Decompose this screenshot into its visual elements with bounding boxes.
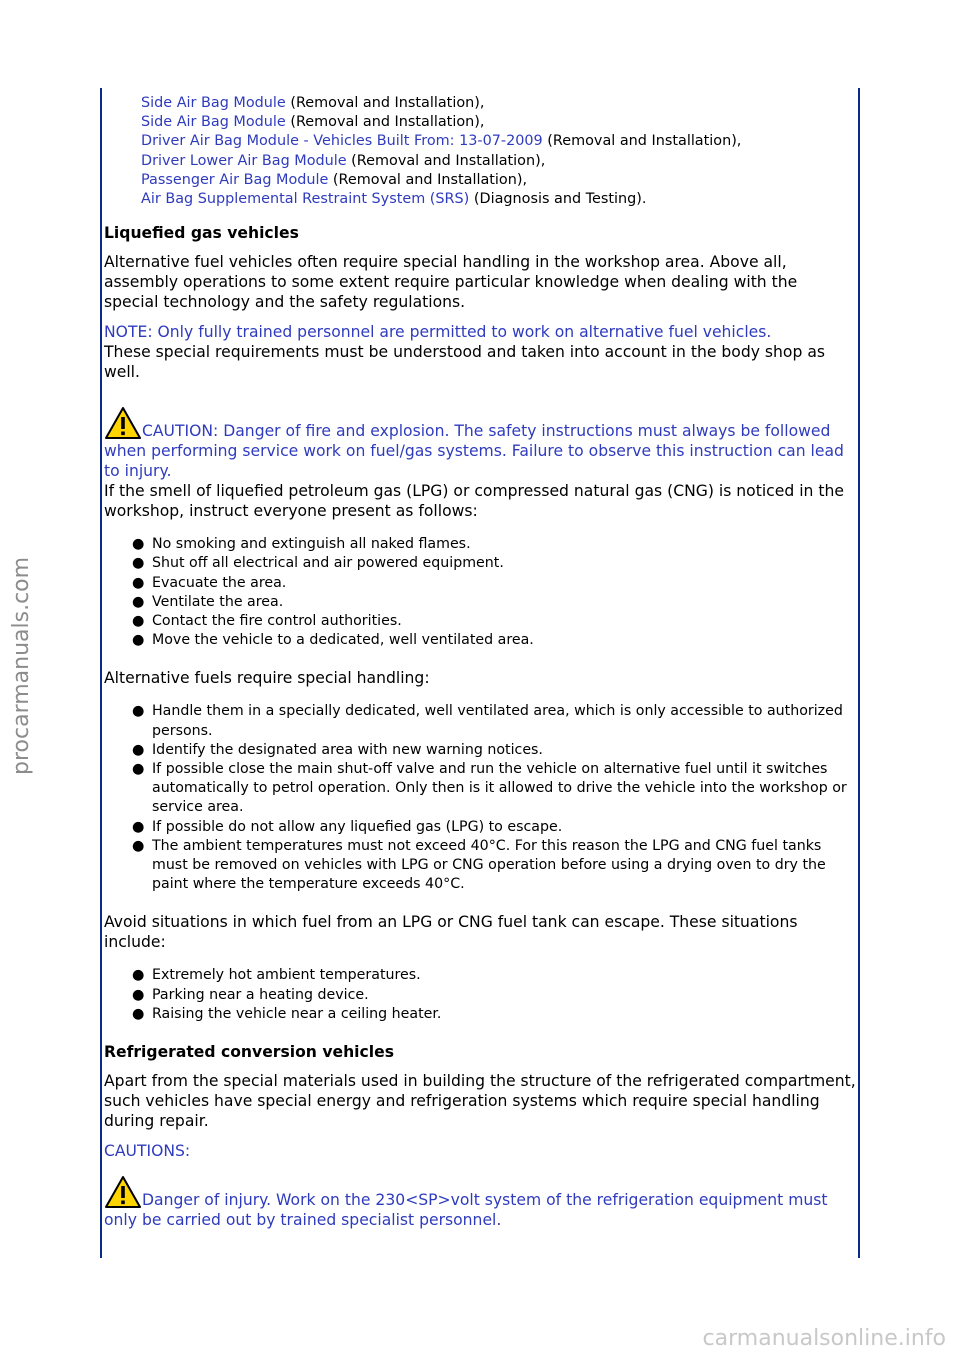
list-item-text: If possible do not allow any liquefied gas (LPG) to escape.	[152, 818, 563, 835]
bullet-icon: ●	[132, 1005, 145, 1022]
related-link-suffix: (Diagnosis and Testing).	[469, 191, 647, 208]
related-link-item	[141, 190, 856, 209]
bullet-icon: ●	[132, 986, 145, 1003]
bullet-icon: ●	[132, 632, 145, 649]
list-item-text: Raising the vehicle near a ceiling heater.	[152, 1005, 442, 1022]
warning-triangle-icon	[104, 406, 142, 440]
related-link-item	[141, 132, 856, 151]
related-link[interactable]: Side Air Bag Module	[141, 95, 286, 111]
list-item	[104, 535, 856, 554]
bullet-icon: ●	[132, 741, 145, 758]
list-item	[104, 574, 856, 593]
avoid-situations-list	[104, 966, 856, 1024]
list-item	[104, 741, 856, 760]
list-item	[104, 1005, 856, 1024]
list-item-text: The ambient temperatures must not exceed 40°C. For this reason the LPG and CNG fuel tanks must be removed on vehicles with LPG or CNG operation before using a drying oven to dry the paint where the temperature exceeds 40°C.	[152, 837, 826, 893]
list-item-text: Move the vehicle to a dedicated, well ventilated area.	[152, 632, 534, 649]
bullet-icon: ●	[132, 837, 145, 854]
related-link-suffix: (Removal and Installation),	[328, 171, 528, 188]
list-item	[104, 612, 856, 631]
related-link-item	[141, 152, 856, 171]
note-follow-text: These special requirements must be understood and taken into account in the body shop as well.	[104, 343, 826, 382]
avoid-situations-intro: Avoid situations in which fuel from an LPG or CNG fuel tank can escape. These situations include:	[104, 913, 798, 952]
bullet-icon: ●	[132, 703, 145, 720]
related-link-item	[141, 113, 856, 132]
list-item	[104, 554, 856, 573]
special-handling-list	[104, 702, 856, 894]
caution-text: CAUTION: Danger of fire and explosion. The safety instructions must always be followed when performing service work on fuel/gas systems. Failure to observe this instruction can lead to injury.	[104, 422, 844, 481]
document-body	[104, 94, 856, 1230]
related-links	[141, 94, 856, 209]
section-heading-refrigerated: Refrigerated conversion vehicles	[104, 1043, 394, 1062]
bullet-icon: ●	[132, 967, 145, 984]
list-item	[104, 631, 856, 650]
related-link-suffix: (Removal and Installation),	[285, 114, 485, 131]
related-link-suffix: (Removal and Installation),	[542, 133, 742, 150]
left-border-rule	[100, 88, 102, 1258]
list-item	[104, 837, 856, 895]
right-border-rule	[858, 88, 860, 1258]
bullet-icon: ●	[132, 818, 145, 835]
list-item	[104, 593, 856, 612]
note-text: NOTE: Only fully trained personnel are permitted to work on alternative fuel vehicles.	[104, 323, 772, 342]
bullet-icon: ●	[132, 536, 145, 553]
list-item-text: Identify the designated area with new warning notices.	[152, 741, 543, 758]
related-link-suffix: (Removal and Installation),	[285, 95, 485, 111]
list-item	[104, 966, 856, 985]
list-item-text: Evacuate the area.	[152, 574, 287, 591]
related-link[interactable]: Driver Air Bag Module - Vehicles Built From: 13-07-2009	[141, 133, 543, 150]
related-link[interactable]: Side Air Bag Module	[141, 114, 286, 131]
smell-actions-list	[104, 535, 856, 650]
cautions-label: CAUTIONS:	[104, 1142, 191, 1161]
related-link-suffix: (Removal and Installation),	[346, 152, 546, 169]
list-item-text: Ventilate the area.	[152, 593, 284, 610]
list-item-text: Handle them in a specially dedicated, well ventilated area, which is only accessible to authorized persons.	[152, 703, 843, 739]
list-item-text: If possible close the main shut-off valve and run the vehicle on alternative fuel until it switches automatically to petrol operation. Only then is it allowed to drive the vehicle into the workshop or service area.	[152, 761, 847, 816]
liquefied-gas-intro: Alternative fuel vehicles often require special handling in the workshop area. Above all, assembly operations to some extent require particular knowledge when dealing with the special technology and the safety regulations.	[104, 253, 798, 312]
related-link[interactable]: Passenger Air Bag Module	[141, 171, 329, 188]
list-item	[104, 760, 856, 818]
warning-triangle-icon	[104, 1175, 142, 1209]
related-link[interactable]: Driver Lower Air Bag Module	[141, 152, 347, 169]
list-item	[104, 702, 856, 740]
list-item	[104, 986, 856, 1005]
list-item-text: Extremely hot ambient temperatures.	[152, 967, 421, 984]
caution-fire-explosion	[104, 406, 856, 481]
refrigerated-intro: Apart from the special materials used in building the structure of the refrigerated compartment, such vehicles have special energy and refrigeration systems which require special handling during repair.	[104, 1072, 856, 1131]
bullet-icon: ●	[132, 613, 145, 630]
related-link[interactable]: Air Bag Supplemental Restraint System (SRS)	[141, 191, 470, 208]
list-item-text: Contact the fire control authorities.	[152, 613, 402, 630]
caution-text: Danger of injury. Work on the 230<SP>volt system of the refrigeration equipment must only be carried out by trained specialist personnel.	[104, 1191, 828, 1230]
watermark-bottom: carmanualsonline.info	[702, 1326, 946, 1351]
list-item-text: Shut off all electrical and air powered equipment.	[152, 555, 504, 572]
bullet-icon: ●	[132, 761, 145, 778]
list-item-text: Parking near a heating device.	[152, 986, 369, 1003]
bullet-icon: ●	[132, 555, 145, 572]
special-handling-intro: Alternative fuels require special handling:	[104, 669, 430, 688]
list-item-text: No smoking and extinguish all naked flames.	[152, 536, 471, 553]
related-link-item	[141, 94, 856, 113]
section-heading-liquefied-gas: Liquefied gas vehicles	[104, 224, 299, 243]
list-item	[104, 818, 856, 837]
gas-smell-instruction: If the smell of liquefied petroleum gas (LPG) or compressed natural gas (CNG) is noticed in the workshop, instruct everyone present as follows:	[104, 482, 844, 521]
related-link-item	[141, 171, 856, 190]
bullet-icon: ●	[132, 593, 145, 610]
watermark-left: procarmanuals.com	[9, 556, 34, 775]
caution-refrigeration-voltage	[104, 1175, 856, 1230]
bullet-icon: ●	[132, 574, 145, 591]
